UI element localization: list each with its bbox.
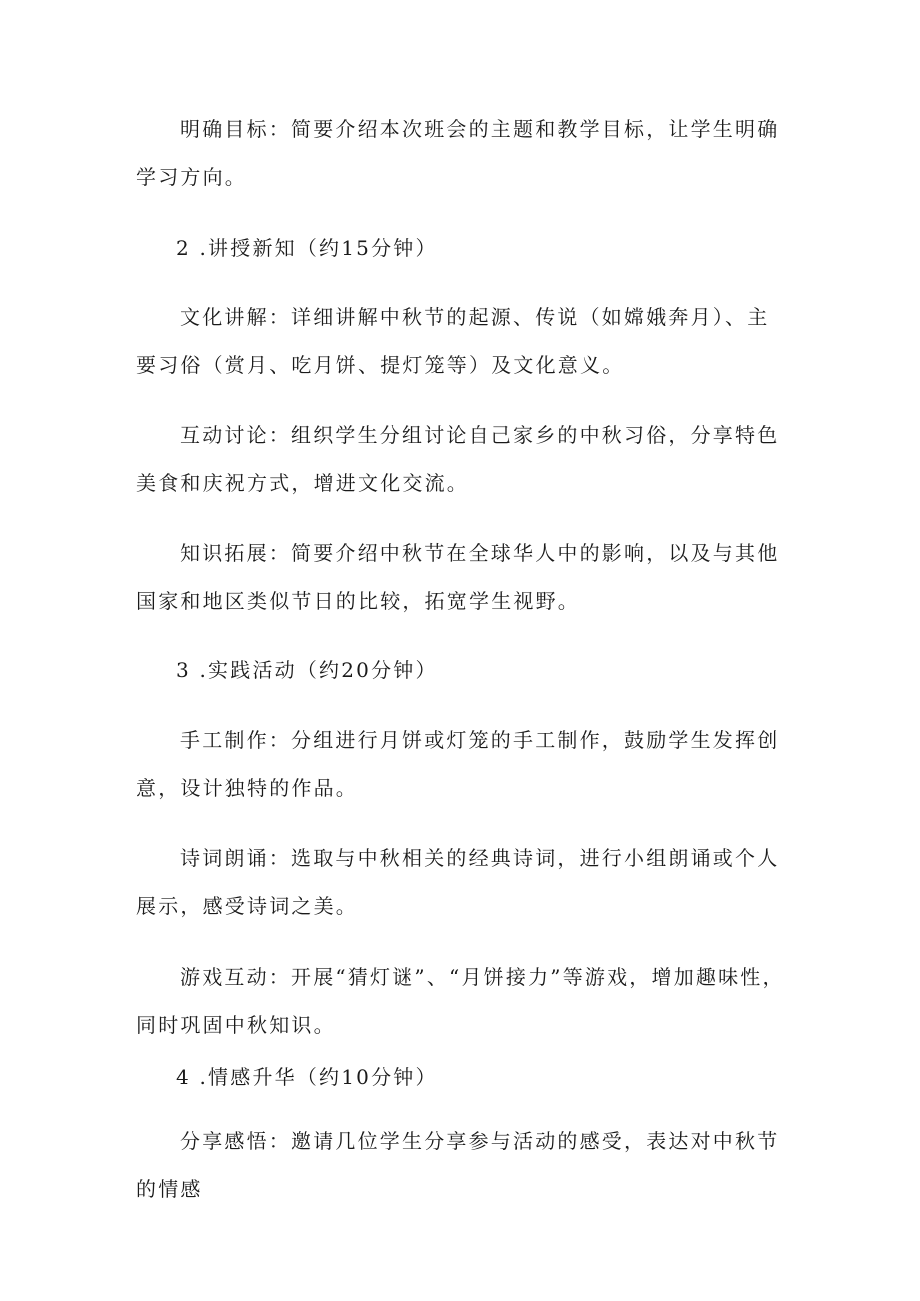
paragraph-game-interaction: 游戏互动：开展“猜灯谜”、“月饼接力”等游戏，增加趣味性，同时巩固中秋知识。 bbox=[136, 965, 785, 1037]
paragraph-share-reflections: 分享感悟：邀请几位学生分享参与活动的感受，表达对中秋节的情感 bbox=[136, 1129, 780, 1201]
paragraph-knowledge-extension: 知识拓展：简要介绍中秋节在全球华人中的影响，以及与其他国家和地区类似节日的比较，拓宽学生视野。 bbox=[136, 541, 780, 613]
section-heading-emotion: 4 .情感升华（约10分钟） bbox=[176, 1065, 438, 1089]
paragraph-handcraft: 手工制作：分组进行月饼或灯笼的手工制作，鼓励学生发挥创意，设计独特的作品。 bbox=[136, 728, 780, 800]
section-heading-new-knowledge: 2 .讲授新知（约15分钟） bbox=[176, 236, 438, 260]
paragraph-clear-goals: 明确目标：简要介绍本次班会的主题和教学目标，让学生明确学习方向。 bbox=[136, 117, 780, 189]
paragraph-poetry-recitation: 诗词朗诵：选取与中秋相关的经典诗词，进行小组朗诵或个人展示，感受诗词之美。 bbox=[136, 846, 780, 918]
section-heading-practice: 3 .实践活动（约20分钟） bbox=[176, 658, 438, 682]
paragraph-culture-explanation: 文化讲解：详细讲解中秋节的起源、传说（如嫦娥奔月）、主要习俗（赏月、吃月饼、提灯笼等）及文化意义。 bbox=[136, 305, 770, 377]
paragraph-interactive-discussion: 互动讨论：组织学生分组讨论自己家乡的中秋习俗，分享特色美食和庆祝方式，增进文化交流。 bbox=[136, 423, 780, 495]
